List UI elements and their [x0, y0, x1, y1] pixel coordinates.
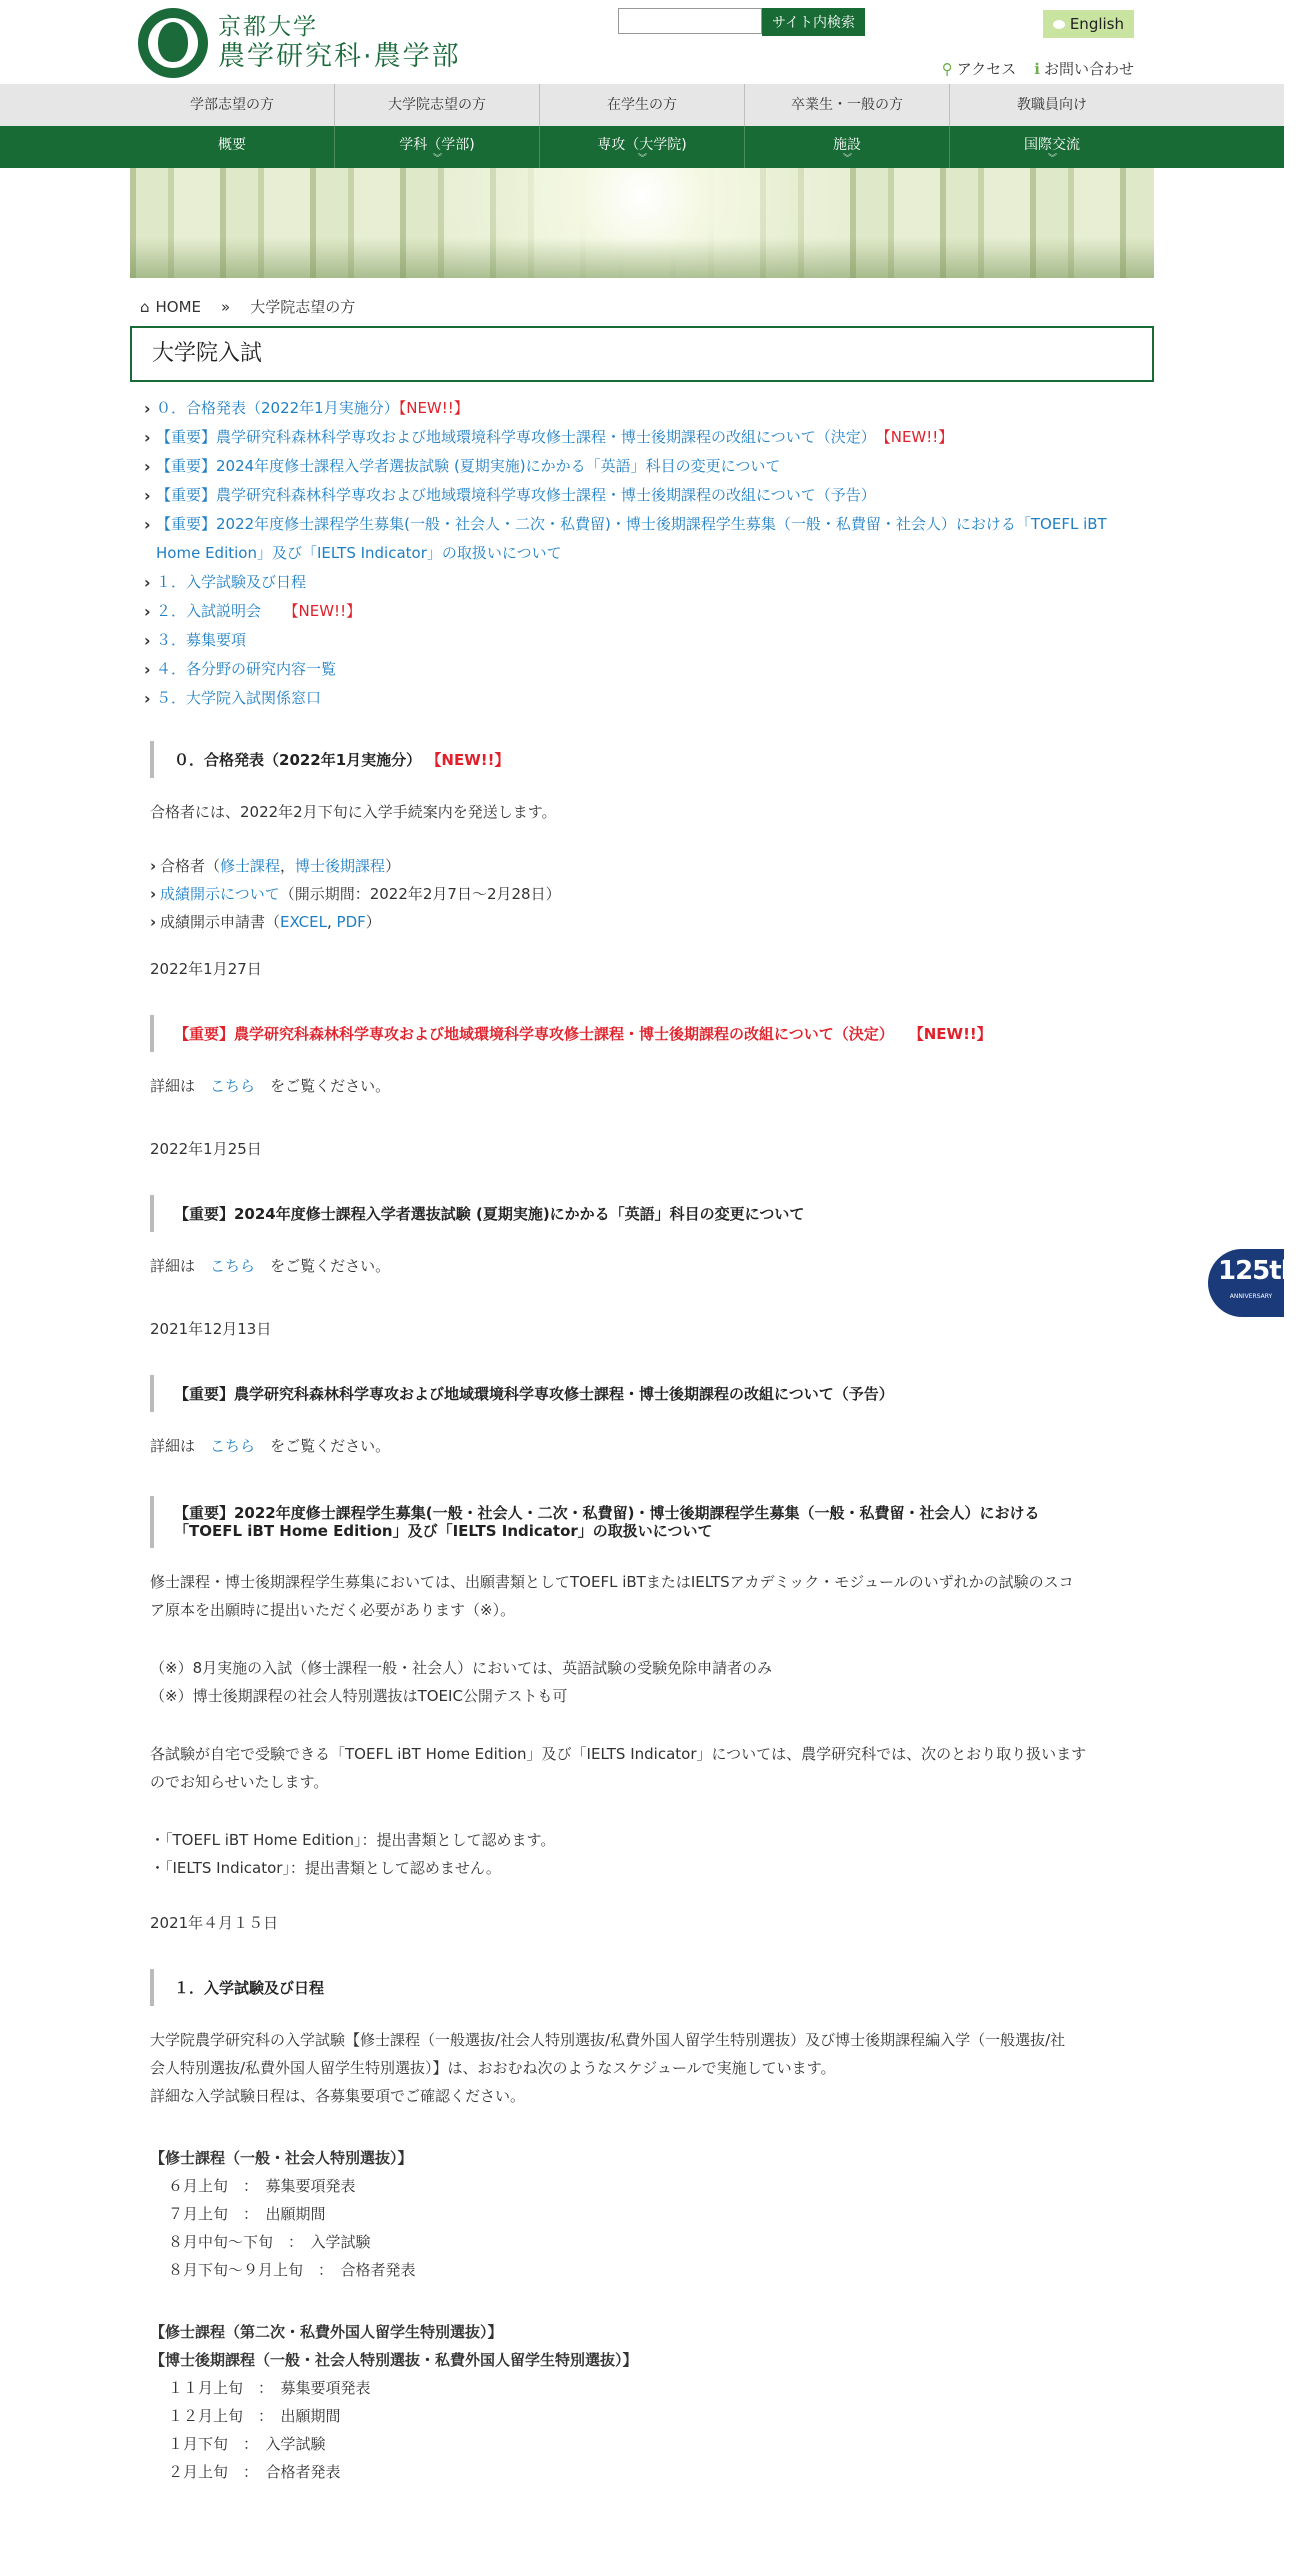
search-button[interactable]: サイト内検索	[762, 8, 865, 36]
info-icon: ℹ	[1034, 60, 1040, 78]
section-bullets: ・「TOEFL iBT Home Edition」：提出書類として認めます。 ・「IELTS Indicator」：提出書類として認めません。	[150, 1831, 556, 1877]
chevron-down-icon: ︾	[638, 154, 648, 164]
section-text: 合格者には、2022年2月下旬に入学手続案内を発送します。	[150, 803, 557, 821]
faculty-name: 農学研究科·農学部	[218, 40, 461, 72]
university-name: 京都大学	[218, 13, 318, 40]
toc-item[interactable]: › ０．合格発表（2022年1月実施分）【NEW!!】	[144, 394, 1154, 423]
toc-item[interactable]: › 【重要】農学研究科森林科学専攻および地域環境科学専攻修士課程・博士後期課程の改組について（予告）	[144, 481, 1154, 510]
nav-grad-applicants[interactable]: 大学院志望の方	[335, 84, 540, 126]
section-text: 大学院農学研究科の入学試験【修士課程（一般選抜/社会人特別選抜/私費外国人留学生特別選抜）及び博士後期課程編入学（一般選抜/社 会人特別選抜/私費外国人留学生特別選抜）】は、おおむね次のようなスケジュールで実施しています。 詳細な入学試験日程は、各募集要項でご確認ください。	[150, 2031, 1066, 2105]
section-heading: 【重要】2024年度修士課程入学者選抜試験 (夏期実施)にかかる「英語」科目の変更について	[150, 1195, 1134, 1232]
breadcrumb-home[interactable]: HOME	[155, 298, 202, 316]
breadcrumb-current: 大学院志望の方	[250, 298, 356, 316]
post-date: 2022年1月27日	[150, 960, 262, 978]
nav-students[interactable]: 在学生の方	[540, 84, 745, 126]
contact-link[interactable]: ℹ お問い合わせ	[1034, 60, 1134, 78]
doctoral-results-link[interactable]: 博士後期課程	[295, 857, 386, 875]
speech-bubble-icon	[1053, 20, 1065, 29]
section-text: 各試験が自宅で受験できる「TOEFL iBT Home Edition」及び「IELTS Indicator」については、農学研究科では、次のとおり取り扱います のでお知らせいたします。	[150, 1745, 1087, 1791]
toc-item[interactable]: › 【重要】2024年度修士課程入学者選抜試験 (夏期実施)にかかる「英語」科目の変更について	[144, 452, 1154, 481]
details-link[interactable]: こちら	[210, 1257, 256, 1275]
section-heading: 【重要】農学研究科森林科学専攻および地域環境科学専攻修士課程・博士後期課程の改組について（予告）	[150, 1375, 1134, 1412]
toc-item[interactable]: › 【重要】2022年度修士課程学生募集(一般・社会人・二次・私費留)・博士後期課程学生募集（一般・私費留・社会人）における「TOEFL iBT Home Edition」及び「IELTS Indicator」の取扱いについて	[144, 510, 1154, 568]
details-link[interactable]: こちら	[210, 1437, 256, 1455]
nav-international[interactable]: 国際交流 ︾	[1024, 137, 1080, 164]
home-icon: ⌂	[140, 298, 150, 316]
masters-results-link[interactable]: 修士課程	[220, 857, 281, 875]
university-emblem-icon	[138, 8, 208, 78]
main-nav	[0, 126, 1284, 168]
access-link[interactable]: ⚲ アクセス	[941, 60, 1017, 78]
toc-item[interactable]: › 【重要】農学研究科森林科学専攻および地域環境科学専攻修士課程・博士後期課程の改組について（決定） 【NEW!!】	[144, 423, 1154, 452]
nav-faculty-staff[interactable]: 教職員向け	[1017, 97, 1087, 113]
forest-banner-image	[130, 168, 1154, 278]
site-search	[618, 8, 865, 36]
excel-form-link[interactable]: EXCEL	[280, 913, 327, 931]
breadcrumb: ⌂ HOME » 大学院志望の方	[140, 298, 356, 316]
toc-item[interactable]: › ４．各分野の研究内容一覧	[144, 655, 1154, 684]
toc-item[interactable]: › １．入学試験及び日程	[144, 568, 1154, 597]
audience-nav	[0, 84, 1284, 126]
schedule-masters: 【修士課程（一般・社会人特別選抜）】 ６月上旬 ： 募集要項発表 ７月上旬 ： 出願期間 ８月中旬～下旬 ： 入学試験 ８月下旬～９月上旬 ： 合格者発表	[150, 2149, 416, 2279]
nav-overview[interactable]: 概要	[130, 126, 335, 168]
section-heading: １．入学試験及び日程	[150, 1969, 1134, 2006]
section-heading: 【重要】農学研究科森林科学専攻および地域環境科学専攻修士課程・博士後期課程の改組について（決定） 【NEW!!】	[150, 1015, 1134, 1052]
main-content	[130, 741, 1154, 2486]
toc-item[interactable]: › ５．大学院入試関係窓口	[144, 684, 1154, 713]
anniversary-badge[interactable]: 125th ANNIVERSARY	[1208, 1249, 1284, 1317]
section-text: 詳細は こちら をご覧ください。	[150, 1437, 391, 1455]
section-note: （※）8月実施の入試（修士課程一般・社会人）においては、英語試験の受験免除申請者のみ （※）博士後期課程の社会人特別選抜はTOEIC公開テストも可	[150, 1659, 773, 1705]
nav-alumni-public[interactable]: 卒業生・一般の方	[745, 84, 950, 126]
list-item: › 成績開示申請書（EXCEL, PDF）	[150, 908, 1134, 936]
table-of-contents	[130, 394, 1154, 713]
chevron-down-icon: ︾	[433, 154, 443, 164]
section-text: 詳細は こちら をご覧ください。	[150, 1257, 391, 1275]
pdf-form-link[interactable]: PDF	[336, 913, 366, 931]
section-text: 修士課程・博士後期課程学生募集においては、出願書類としてTOEFL iBTまたはIELTSアカデミック・モジュールのいずれかの試験のスコ ア原本を出願時に提出いただく必要があります（※）。	[150, 1573, 1074, 1619]
utility-links	[942, 58, 1134, 79]
post-date: 2021年12月13日	[150, 1320, 272, 1338]
site-header	[130, 0, 1154, 84]
nav-departments[interactable]: 学科（学部) ︾	[335, 126, 540, 168]
schedule-second-round: 【修士課程（第二次・私費外国人留学生特別選抜）】 【博士後期課程（一般・社会人特別選抜・私費外国人留学生特別選抜）】 １１月上旬 ： 募集要項発表 １２月上旬 ： 出願期間 １月下旬 ： 入学試験 ２月上旬 ： 合格者発表	[150, 2323, 638, 2481]
search-input[interactable]	[618, 8, 762, 34]
list-item: › 合格者（修士課程，博士後期課程）	[150, 852, 1134, 880]
section-text: 詳細は こちら をご覧ください。	[150, 1077, 391, 1095]
nav-graduate-divisions[interactable]: 専攻（大学院) ︾	[540, 126, 745, 168]
nav-facilities[interactable]: 施設 ︾	[745, 126, 950, 168]
section-heading: 【重要】2022年度修士課程学生募集(一般・社会人・二次・私費留)・博士後期課程学生募集（一般・私費留・社会人）における 「TOEFL iBT Home Edition」及び「IELTS Indicator」の取扱いについて	[150, 1496, 1134, 1548]
list-item: › 成績開示について（開示期間：2022年2月7日～2月28日）	[150, 880, 1134, 908]
result-links	[150, 852, 1134, 936]
chevron-down-icon: ︾	[1048, 154, 1058, 164]
nav-undergrad-applicants[interactable]: 学部志望の方	[130, 84, 335, 126]
grade-disclosure-link[interactable]: 成績開示について	[160, 885, 280, 903]
page-title: 大学院入試	[130, 326, 1154, 382]
post-date: 2021年４月１５日	[150, 1914, 279, 1932]
chevron-down-icon: ︾	[843, 154, 853, 164]
english-link[interactable]: English	[1043, 10, 1134, 38]
post-date: 2022年1月25日	[150, 1140, 262, 1158]
section-heading: ０．合格発表（2022年1月実施分） 【NEW!!】	[150, 741, 1134, 778]
details-link[interactable]: こちら	[210, 1077, 256, 1095]
site-logo[interactable]	[138, 8, 461, 78]
map-pin-icon: ⚲	[941, 60, 953, 78]
toc-item[interactable]: › ２．入試説明会 【NEW!!】	[144, 597, 1154, 626]
toc-item[interactable]: › ３．募集要項	[144, 626, 1154, 655]
